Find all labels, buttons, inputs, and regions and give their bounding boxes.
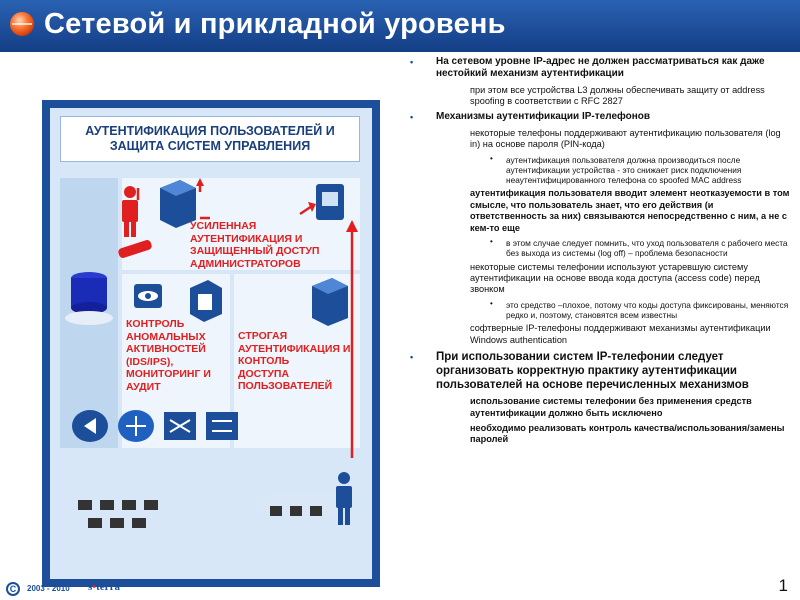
eye-monitor-icon	[134, 284, 162, 308]
brand-suffix: terra	[96, 581, 120, 593]
page-number: 1	[778, 576, 788, 595]
sub-bullet-text: софтверные IP-телефоны поддерживают механизмы аутентификации Windows authentication	[470, 323, 771, 345]
label-line: АНОМАЛЬНЫХ	[126, 330, 206, 343]
access-control-label	[238, 330, 350, 393]
sub-sub-bullet-item	[402, 300, 792, 321]
label-line: СТРОГАЯ	[238, 330, 288, 342]
bullet-icon: •	[490, 298, 493, 308]
bullet-text: Механизмы аутентификации IP-телефонов	[436, 111, 651, 123]
security-diagram	[42, 100, 380, 587]
label-line: КОНТОЛЬ	[238, 355, 290, 367]
label-line: АУДИТ	[126, 380, 161, 393]
sub-sub-bullet-text: это средство –плохое, потому что коды доступа фиксированы, меняются редко и, поэтому, становятся всем известны	[506, 299, 789, 321]
sub-bullet-text: при этом все устройства L3 должны обеспечивать защиту от address spoofing в соответствии с RFC 2827	[470, 84, 765, 106]
label-line: ЗАЩИЩЕННЫЙ ДОСТУП	[190, 245, 320, 257]
bullet-text: На сетевом уровне IP-адрес не должен рассматриваться как даже нестойкий механизм аутентификации	[436, 56, 765, 80]
admin-person-icon	[122, 186, 138, 237]
bullet-icon: •	[490, 237, 493, 247]
server-cylinder-icon	[65, 272, 113, 325]
brand-prefix: s	[88, 581, 93, 593]
sub-sub-bullet-text: в этом случае следует помнить, что уход пользователя с рабочего места без выхода из системы (log off) – проблема безопасности	[506, 238, 788, 259]
sub-bullet-text: некоторые системы телефонии используют устаревшую систему аутентификации на основе ввода кода доступа (access code) перед звонком	[470, 261, 760, 295]
router-icon	[72, 410, 108, 442]
bullet-icon: •	[410, 112, 414, 123]
orb-bullet-icon	[10, 12, 34, 36]
switch-icon	[206, 412, 238, 440]
ids-label	[126, 318, 211, 393]
brand-logo	[88, 581, 120, 593]
bullet-icon: •	[410, 57, 414, 67]
ip-phone-icon	[270, 506, 322, 516]
diagram-background	[50, 108, 372, 579]
sub-bullet-text: аутентификация пользователя вводит элемент неотказуемости в том смысле, что пользователь знает, что его действия (и ответственность за них) связываются непосредственно с ним, а не с кем-то еще	[470, 188, 790, 233]
diagram-title-line: АУТЕНТИФИКАЦИЯ ПОЛЬЗОВАТЕЛЕЙ И	[85, 124, 335, 138]
sub-bullet-text: необходимо реализовать контроль качества/использования/замены паролей	[470, 423, 785, 445]
fingerprint-device-icon	[312, 278, 348, 326]
bullet-item	[402, 56, 792, 81]
bullet-item	[402, 111, 792, 123]
ip-phone-icon	[316, 184, 344, 220]
label-line: ДОСТУПА	[238, 367, 290, 380]
switch-icon	[164, 412, 196, 440]
copyright-icon: C	[6, 582, 20, 596]
title-bar	[0, 0, 800, 52]
sub-bullet-text: использование системы телефонии без применения средств аутентификации должно быть исключено	[470, 396, 752, 418]
bullet-icon: •	[490, 153, 493, 163]
label-line: КОНТРОЛЬ	[126, 318, 185, 330]
label-line: (IDS/IPS),	[126, 355, 174, 368]
audit-device-icon	[190, 280, 222, 322]
strong-auth-label	[190, 220, 319, 270]
diagram-title-line: ЗАЩИТА СИСТЕМ УПРАВЛЕНИЯ	[109, 139, 311, 153]
label-line: УСИЛЕННАЯ	[190, 220, 257, 232]
bullet-text: При использовании систем IP-телефонии следует организовать корректную практику аутентификации пользователей на основе перечисленных механизмов	[436, 351, 749, 392]
bullet-list	[402, 56, 792, 450]
bullet-icon: •	[410, 352, 414, 363]
bullet-item	[402, 350, 792, 392]
sub-sub-bullet-item	[402, 238, 792, 259]
copyright-years: 2003 - 2010	[27, 584, 70, 593]
label-line: АУТЕНТИФИКАЦИЯ И	[238, 342, 351, 355]
page-title: Сетевой и прикладной уровень	[44, 8, 506, 40]
sub-sub-bullet-text: аутентификация пользователя должна производиться после аутентификации устройства - это снижает риск подключения неаутентифицированного телефона со spoofed MAC address	[506, 154, 742, 186]
sub-sub-bullet-item	[402, 155, 792, 186]
brand-dot: •	[92, 581, 97, 593]
label-line: МОНИТОРИНГ И	[126, 368, 211, 380]
user-person-icon	[336, 472, 352, 525]
label-line: ПОЛЬЗОВАТЕЛЕЙ	[238, 380, 333, 392]
usb-token-icon	[117, 239, 152, 259]
sub-bullet-text: некоторые телефоны поддерживают аутентификацию пользователя (log in) на основе пароля (PIN-кода)	[470, 127, 781, 150]
label-line: АУТЕНТИФИКАЦИЯ И	[190, 232, 303, 245]
computer-icon	[78, 500, 158, 528]
label-line: АКТИВНОСТЕЙ	[126, 343, 206, 355]
label-line: АДМИНИСТРАТОРОВ	[190, 257, 301, 270]
router-icon	[118, 410, 154, 442]
